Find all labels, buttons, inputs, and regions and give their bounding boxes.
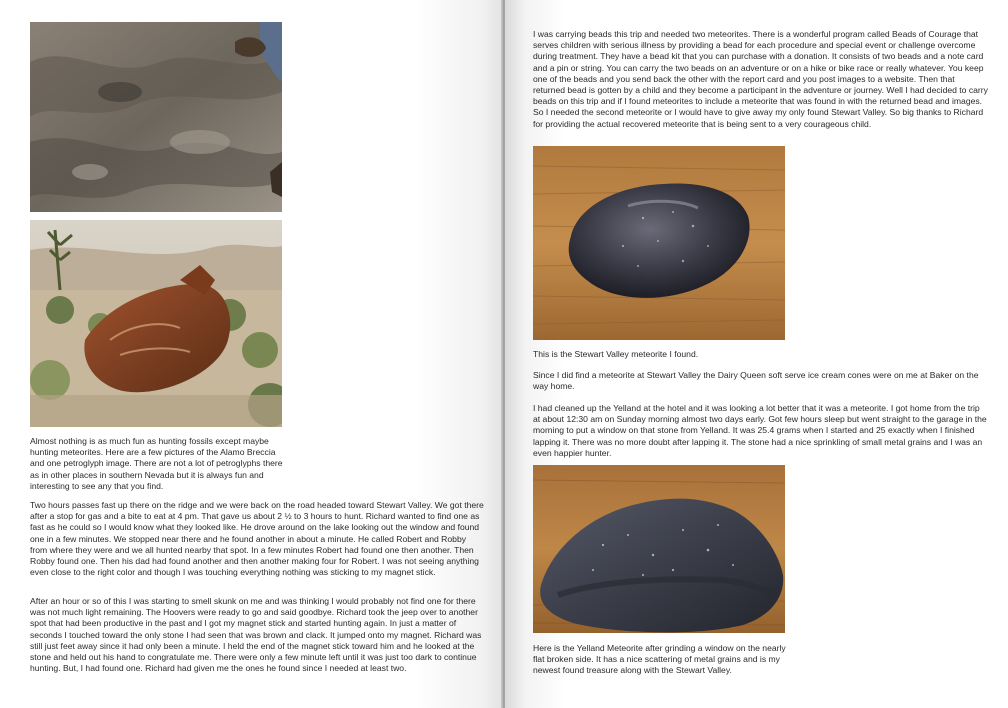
yelland-meteorite-photo bbox=[533, 465, 785, 633]
fossil-rock-photo bbox=[30, 22, 282, 212]
skunk-paragraph: After an hour or so of this I was starting to smell skunk on me and was thinking I would probably not find one for there was not much light remaining. The Hoovers were ready to go and said goodbye. Richard took the jeep over to another spot that had been productive in the past and I got my magnet stick and started hunting again. In just a matter of seconds I touched toward the only stone I had seen that was brown and clack. It jumped onto my magnet. Richard was still just feet away since it had only been a minute. I held the end of the magnet stick toward him and he looked at the stone and held out his hand to congratulate me. There were only a few minute left until it was just too dark to continue hunting. But, I had found one. Richard had given me the ones he found since I needed at least two. bbox=[30, 596, 482, 674]
stewart-valley-meteorite-photo bbox=[533, 146, 785, 340]
yelland-caption: Here is the Yelland Meteorite after grinding a window on the nearly flat broken side. It has a nice scattering of metal grains and is my newest found treasure along with the Stewart Valley. bbox=[533, 643, 786, 676]
right-page bbox=[505, 0, 1008, 708]
beads-of-courage-paragraph: I was carrying beads this trip and needed two meteorites. There is a wonderful program called Beads of Courage that serves children with serious illness by providing a bead for each procedure and special event or challenge overcome during treatment. They have a bead kit that you can purchase with a donation. It consists of two beads and a note card and a pin or string. You can carry the two beads on an adventure or on a hike or bike race or really whatever. You keep one of the beads and you send back the other with the report card and you post images to a website. Then that returned bead is gotten by a child and they become a participant in the adventure or journey. Well I had decided to carry beads on this trip and if I found meteorites to include a meteorite that was found in with the returned bead and images. So I needed the second meteorite or I would have to give away my only found Stewart Valley. So big thanks to Richard for providing the actual recovered meteorite that is being sent to a very courageous child. bbox=[533, 29, 988, 129]
intro-paragraph: Almost nothing is as much fun as hunting fossils except maybe hunting meteorites. Here are a few pictures of the Alamo Breccia and one petroglyph image. There are not a lot of petroglyphs there as in other places in southern Nevada but it is always fun and interesting to see any that you find. bbox=[30, 436, 283, 491]
petroglyph-rock-photo bbox=[30, 220, 282, 427]
yelland-paragraph: I had cleaned up the Yelland at the hotel and it was looking a lot better that it was a meteorite. I got home from the trip at about 12:30 am on Sunday morning almost two days early. Got few hours sleep but went straight to the garage in the morning to put a window on that stone from Yelland. It was 25.4 grams when I started and 25 exactly when I finished lapping it. There was no more doubt after lapping it. The stone had a nice sprinkling of small metal grains and I was an even happier hunter. bbox=[533, 403, 987, 458]
left-page bbox=[0, 0, 503, 708]
stewart-valley-paragraph: Two hours passes fast up there on the ridge and we were back on the road headed toward Stewart Valley. We got there after a stop for gas and a bite to eat at 4 pm. That gave us about 2 ½ to 3 hours to hunt. Richard wanted to find one as fast as he could so I would know what they looked like. He drove around on the lake looking out the window and found one in a few minutes. We stopped near there and he found another in about a minute. He called Robert and Robby from where they were and we all hunted nearby that spot. In a few minutes Robert had found one then another. Then Robby found one. Then his dad had found another and then another making four for Robert. I was not seeing anything even close to the right color and though I was touching everything nothing was sticking to my magnet stick. bbox=[30, 500, 484, 578]
dairy-queen-paragraph: Since I did find a meteorite at Stewart Valley the Dairy Queen soft serve ice cream cones were on me at Baker on the way home. bbox=[533, 370, 979, 392]
stewart-valley-caption: This is the Stewart Valley meteorite I found. bbox=[533, 349, 699, 359]
